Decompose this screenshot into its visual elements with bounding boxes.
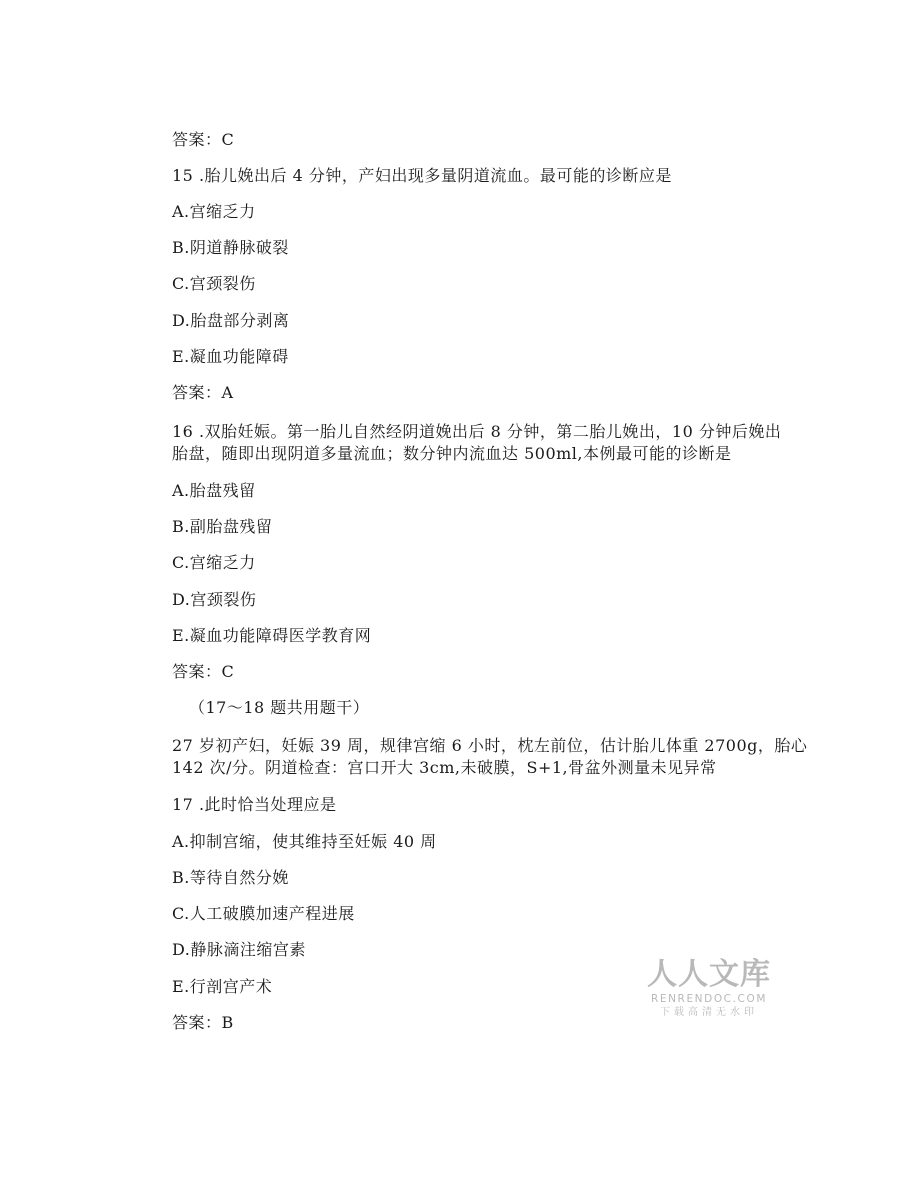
option-16-a: A.胎盘残留 <box>172 481 256 500</box>
option-17-c: C.人工破膜加速产程进展 <box>172 904 355 923</box>
answer-17: 答案：B <box>172 1013 234 1032</box>
question-17: 17 .此时恰当处理应是 <box>172 795 337 814</box>
option-15-a: A.宫缩乏力 <box>172 202 256 221</box>
option-15-d: D.胎盘部分剥离 <box>172 311 290 330</box>
shared-stem-note: （17～18 题共用题干） <box>189 698 370 717</box>
option-16-c: C.宫缩乏力 <box>172 553 256 572</box>
question-16-line-1: 16 .双胎妊娠。第一胎儿自然经阴道娩出后 8 分钟，第二胎儿娩出，10 分钟后娩出 <box>172 422 782 441</box>
option-15-c: C.宫颈裂伤 <box>172 274 256 293</box>
option-17-a: A.抑制宫缩，使其维持至妊娠 40 周 <box>172 832 437 851</box>
question-16-line-2: 胎盘，随即出现阴道多量流血；数分钟内流血达 500ml,本例最可能的诊断是 <box>172 444 732 463</box>
option-15-b: B.阴道静脉破裂 <box>172 238 289 257</box>
answer-14: 答案：C <box>172 130 235 149</box>
option-15-e: E.凝血功能障碍 <box>172 347 289 366</box>
option-16-b: B.副胎盘残留 <box>172 517 273 536</box>
option-17-e: E.行剖宫产术 <box>172 977 273 996</box>
watermark-logo <box>646 958 772 1020</box>
option-17-d: D.静脉滴注缩宫素 <box>172 940 306 959</box>
watermark-title: 人人文库 <box>647 957 771 992</box>
question-15: 15 .胎儿娩出后 4 分钟，产妇出现多量阴道流血。最可能的诊断应是 <box>172 166 672 185</box>
option-17-b: B.等待自然分娩 <box>172 868 289 887</box>
answer-15: 答案：A <box>172 383 234 402</box>
watermark-url: RENRENDOC.COM <box>650 993 768 1005</box>
shared-stem-line-1: 27 岁初产妇，妊娠 39 周，规律宫缩 6 小时，枕左前位，估计胎儿体重 2700g，胎心 <box>172 736 808 755</box>
shared-stem-line-2: 142 次/分。阴道检查：宫口开大 3cm,未破膜，S+1,骨盆外测量未见异常 <box>172 758 717 777</box>
option-16-d: D.宫颈裂伤 <box>172 590 257 609</box>
answer-16: 答案：C <box>172 662 235 681</box>
option-16-e: E.凝血功能障碍医学教育网 <box>172 626 372 645</box>
watermark-subtitle: 下载高清无水印 <box>660 1007 758 1018</box>
